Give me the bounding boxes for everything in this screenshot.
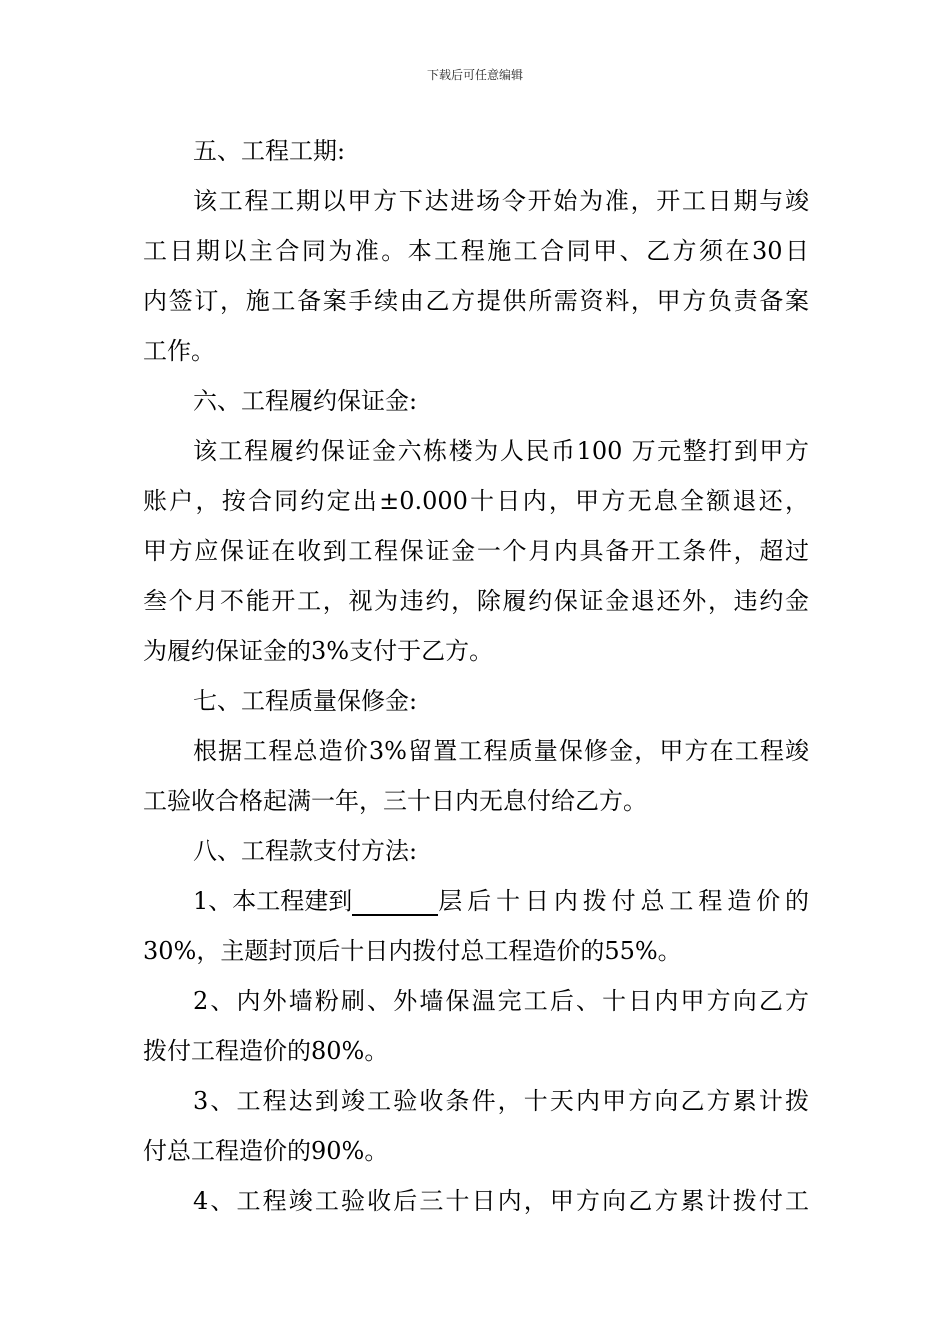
page-header: 下载后可任意编辑 bbox=[426, 68, 523, 82]
paragraph-line: 3、工程达到竣工验收条件，十天内甲方向乙方累计拨 bbox=[193, 1087, 809, 1115]
paragraph-line: 为履约保证金的3%支付于乙方。 bbox=[143, 637, 494, 665]
paragraph-line: 4、工程竣工验收后三十日内，甲方向乙方累计拨付工 bbox=[193, 1187, 809, 1215]
paragraph-line: 工验收合格起满一年，三十日内无息付给乙方。 bbox=[143, 787, 647, 815]
paragraph-line: 甲方应保证在收到工程保证金一个月内具备开工条件，超过 bbox=[143, 537, 809, 565]
paragraph-line: 付总工程造价的90%。 bbox=[143, 1137, 389, 1165]
section-heading: 五、工程工期: bbox=[193, 137, 346, 165]
paragraph-line: 根据工程总造价3%留置工程质量保修金，甲方在工程竣 bbox=[193, 737, 809, 765]
paragraph-line: 叁个月不能开工，视为违约，除履约保证金退还外，违约金 bbox=[143, 587, 809, 615]
section-heading: 七、工程质量保修金: bbox=[193, 687, 418, 715]
section-heading: 八、工程款支付方法: bbox=[193, 837, 418, 865]
line-start-text: 1、本工程建到 bbox=[193, 887, 353, 915]
paragraph-line: 拨付工程造价的80%。 bbox=[143, 1037, 389, 1065]
fill-in-blank bbox=[352, 886, 438, 916]
line-end-text: 层后十日内拨付总工程造价的 bbox=[438, 887, 809, 915]
paragraph-line: 2、内外墙粉刷、外墙保温完工后、十日内甲方向乙方 bbox=[193, 987, 809, 1015]
document-body bbox=[143, 126, 809, 1226]
paragraph-line: 该工程履约保证金六栋楼为人民币100 万元整打到甲方 bbox=[193, 437, 809, 465]
paragraph-line: 账户，按合同约定出±0.000十日内，甲方无息全额退还， bbox=[143, 487, 809, 515]
paragraph-line: 内签订，施工备案手续由乙方提供所需资料，甲方负责备案 bbox=[143, 287, 809, 315]
paragraph-line: 工日期以主合同为准。本工程施工合同甲、乙方须在30日 bbox=[143, 237, 809, 265]
paragraph-line bbox=[143, 876, 809, 926]
paragraph-line: 该工程工期以甲方下达进场令开始为准，开工日期与竣 bbox=[193, 187, 809, 215]
paragraph-line: 工作。 bbox=[143, 337, 215, 365]
section-heading: 六、工程履约保证金: bbox=[193, 387, 418, 415]
paragraph-line: 30%，主题封顶后十日内拨付总工程造价的55%。 bbox=[143, 937, 682, 965]
